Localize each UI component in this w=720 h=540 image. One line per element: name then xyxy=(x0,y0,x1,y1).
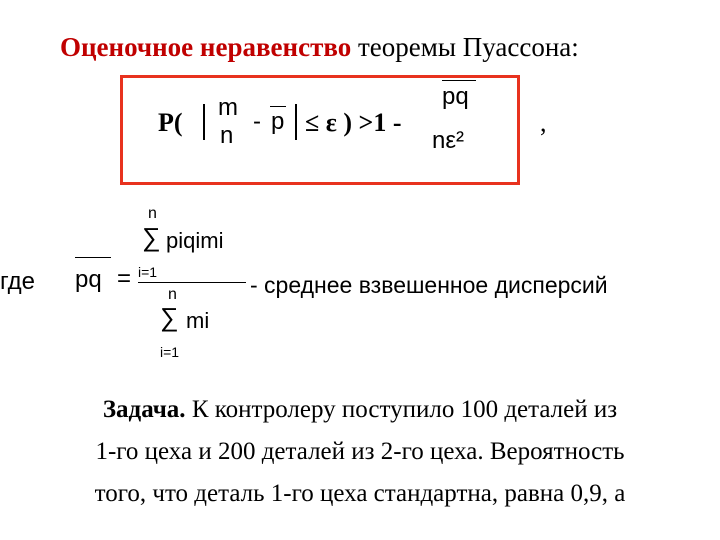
weighted-pq-overline xyxy=(75,257,111,258)
where-label: где xyxy=(0,268,36,295)
formula-minus: - xyxy=(253,108,261,135)
definition-description: - среднее взвешенное дисперсий xyxy=(250,272,608,298)
sum-upper-n-bottom: n xyxy=(168,286,177,303)
pq-overline xyxy=(442,80,476,81)
formula-le-eps: ≤ ε ) >1 - xyxy=(305,108,402,137)
sum-sign-bottom: ∑ xyxy=(160,302,179,332)
title-rest: теоремы Пуассона: xyxy=(351,32,579,62)
formula-n-eps2: nε² xyxy=(432,127,465,154)
title-highlight: Оценочное неравенство xyxy=(60,32,352,62)
weighted-pq: pq xyxy=(75,266,102,293)
formula-p-open: P( xyxy=(158,108,183,137)
formula-pq: pq xyxy=(442,83,469,110)
sum-lower-index-top: i=1 xyxy=(138,264,158,280)
task-line-3: того, что деталь 1-го цеха стандартна, равна 0,9, а xyxy=(94,480,626,507)
task-label: Задача. xyxy=(102,396,186,423)
formula-p: p xyxy=(271,108,285,135)
slide-title xyxy=(60,32,579,63)
task-line-1 xyxy=(0,396,720,424)
equals-sign: = xyxy=(117,265,132,292)
fraction-bar xyxy=(138,282,246,283)
denominator-text: mi xyxy=(186,308,210,333)
numerator-text: piqimi xyxy=(166,228,224,253)
formula-m: m xyxy=(218,94,238,121)
abs-bar-right xyxy=(295,104,297,140)
sum-upper-n: n xyxy=(148,205,157,222)
formula-comma: , xyxy=(540,108,547,137)
p-overline xyxy=(270,106,286,107)
formula-n: n xyxy=(220,122,234,149)
abs-bar-left xyxy=(203,104,205,140)
task-line-1-text: К контролеру поступило 100 деталей из xyxy=(185,396,618,423)
sum-sign-top: ∑ xyxy=(142,222,161,252)
sum-lower-index-bottom: i=1 xyxy=(160,344,180,360)
task-line-2: 1-го цеха и 200 деталей из 2-го цеха. Вероятность xyxy=(95,438,625,465)
